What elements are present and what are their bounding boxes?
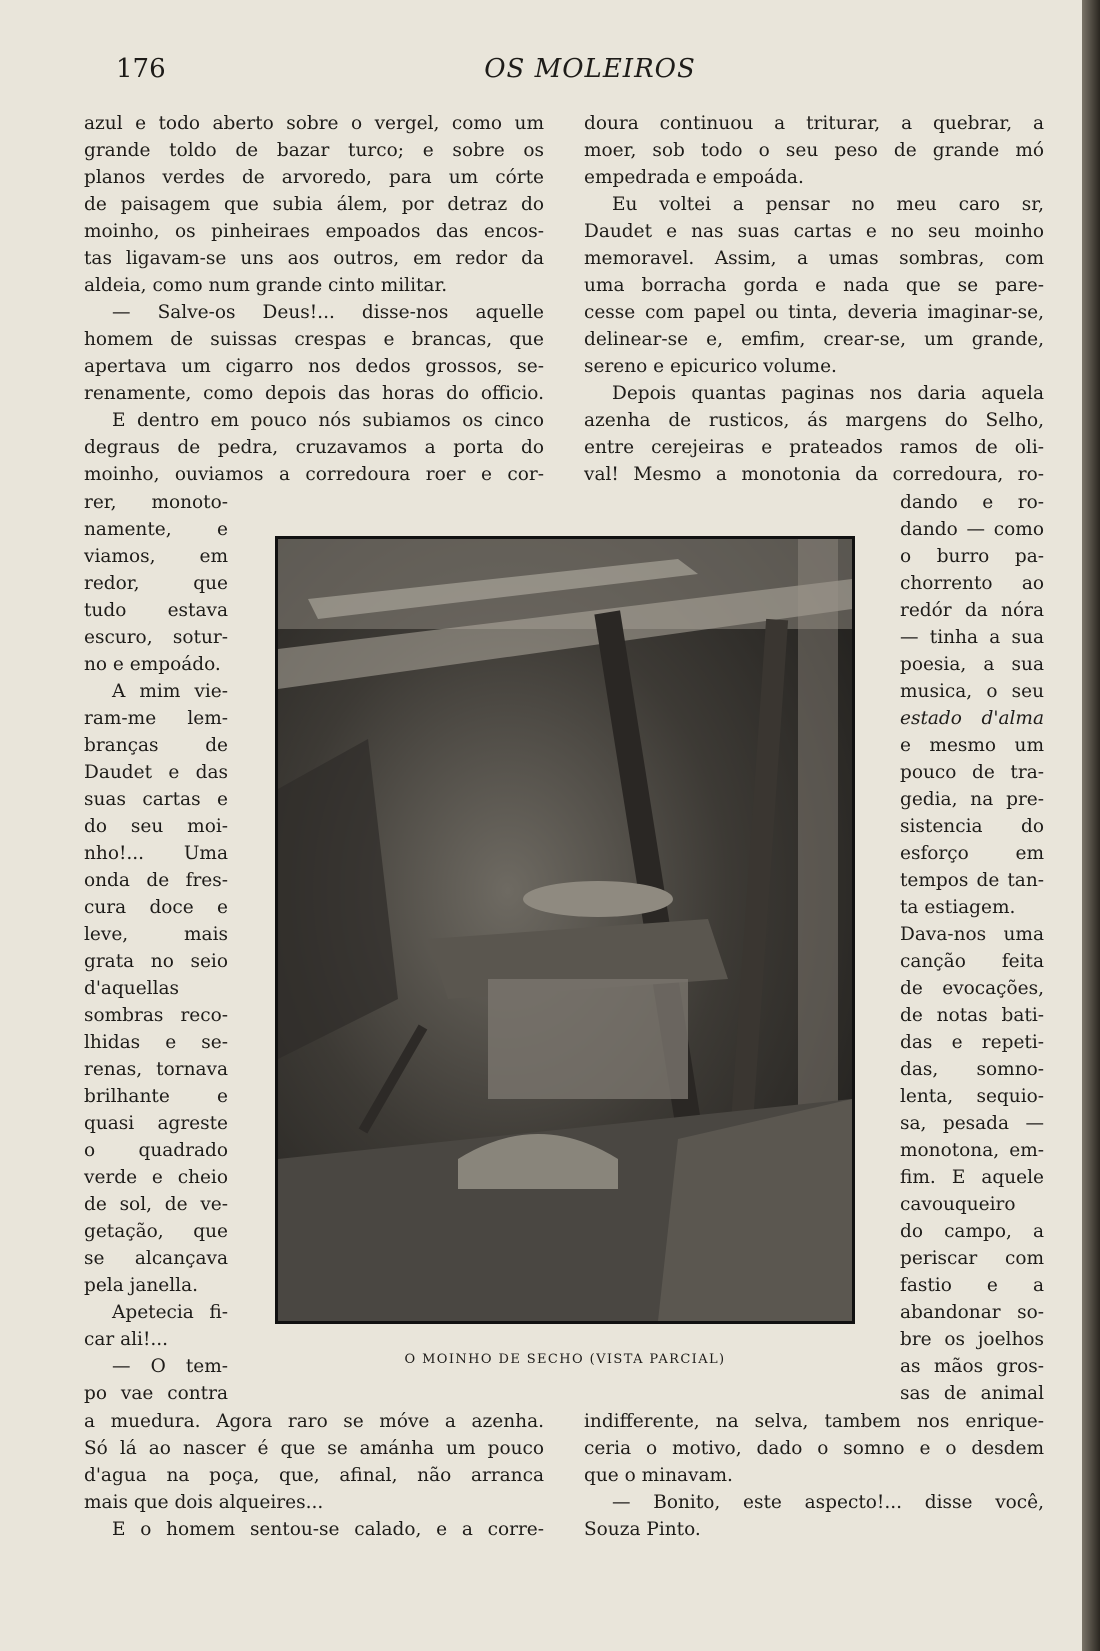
text-line: periscar com — [900, 1248, 1044, 1269]
text-line: tas ligavam-se uns aos outros, em redor da — [84, 248, 544, 269]
text-line: de sol, de ve- — [84, 1194, 228, 1215]
text-line: as mãos gros- — [900, 1356, 1044, 1377]
text-line: Souza Pinto. — [584, 1519, 701, 1540]
text-line: quasi agreste — [84, 1113, 228, 1134]
text-line: Daudet e das — [84, 762, 228, 783]
text-line: Eu voltei a pensar no meu caro sr, — [612, 194, 1044, 215]
text-line: escuro, sotur- — [84, 627, 228, 648]
text-line: tempos de tan- — [900, 870, 1044, 891]
text-line: renas, tornava — [84, 1059, 228, 1080]
text-line: A mim vie- — [112, 681, 228, 702]
text-line: Apetecia fi- — [112, 1302, 228, 1323]
text-line: sistencia do — [900, 816, 1044, 837]
text-line: aldeia, como num grande cinto militar. — [84, 275, 448, 296]
text-line: cesse com papel ou tinta, deveria imaginar-se, — [584, 302, 1044, 323]
text-line: sas de animal — [900, 1383, 1044, 1404]
text-line: getação, que — [84, 1221, 228, 1242]
text-line: pela janella. — [84, 1275, 198, 1296]
photo-stone-base — [488, 979, 688, 1099]
text-line: d'agua na poça, que, afinal, não arranca — [84, 1465, 544, 1486]
text-line: E dentro em pouco nós subiamos os cinco — [112, 410, 544, 431]
text-line: grata no seio — [84, 951, 228, 972]
column-right-narrow — [900, 489, 1044, 1407]
text-line: cura doce e — [84, 897, 228, 918]
column-left-narrow — [84, 489, 228, 1407]
text-line: — tinha a sua — [900, 627, 1044, 648]
text-line: lenta, sequio- — [900, 1086, 1044, 1107]
page-number: 176 — [116, 54, 166, 84]
running-title: OS MOLEIROS — [484, 54, 696, 84]
text-line: chorrento ao — [900, 573, 1044, 594]
text-line: sereno e epicurico volume. — [584, 356, 837, 377]
text-line: mais que dois alqueires... — [84, 1492, 324, 1513]
text-line: redór da nóra — [900, 600, 1044, 621]
mill-interior-photo — [275, 536, 855, 1324]
text-line: azul e todo aberto sobre o vergel, como um — [84, 113, 544, 134]
text-line: Daudet e nas suas cartas e no seu moinho — [584, 221, 1044, 242]
photo-dark-wall — [278, 739, 398, 1059]
text-line: cavouqueiro — [900, 1194, 1016, 1215]
text-line: — O tem- — [112, 1356, 228, 1377]
text-line: ta estiagem. — [900, 897, 1016, 918]
text-line: do campo, a — [900, 1221, 1044, 1242]
text-line: Só lá ao nascer é que se amánha um pouco — [84, 1438, 544, 1459]
column-right-top — [584, 110, 1044, 488]
text-line: val! Mesmo a monotonia da corredoura, ro- — [584, 464, 1044, 485]
text-line: — Salve-os Deus!... disse-nos aquelle — [112, 302, 544, 323]
photo-wooden-post — [730, 619, 788, 1139]
text-line: brilhante e — [84, 1086, 228, 1107]
text-line: gedia, na pre- — [900, 789, 1044, 810]
column-right-bottom — [584, 1408, 1044, 1543]
text-line: entre cerejeiras e prateados ramos de oli- — [584, 437, 1044, 458]
text-line: indifferente, na selva, tambem nos enrique- — [584, 1411, 1044, 1432]
text-line: no e empoádo. — [84, 654, 221, 675]
text-line: ceria o motivo, dado o somno e o desdem — [584, 1438, 1044, 1459]
text-line: o burro pa- — [900, 546, 1044, 567]
text-line: renamente, como depois das horas do officio. — [84, 383, 544, 404]
text-line: das, somno- — [900, 1059, 1044, 1080]
text-line: moer, sob todo o seu peso de grande mó — [584, 140, 1044, 161]
text-line: car ali!... — [84, 1329, 169, 1350]
text-line: leve, mais — [84, 924, 228, 945]
photo-caption: O MOINHO DE SECHO (VISTA PARCIAL) — [404, 1352, 726, 1367]
text-line: namente, e — [84, 519, 228, 540]
text-line: musica, o seu — [900, 681, 1044, 702]
text-line: do seu moi- — [84, 816, 228, 837]
text-line: Depois quantas paginas nos daria aquela — [612, 383, 1044, 404]
text-line: sa, pesada — — [900, 1113, 1044, 1134]
text-line: delinear-se e, emfim, crear-se, um grande, — [584, 329, 1044, 350]
text-line: moinho, os pinheiraes empoados das encos- — [84, 221, 544, 242]
text-line: E o homem sentou-se calado, e a corre- — [112, 1519, 544, 1540]
text-line: viamos, em — [84, 546, 228, 567]
text-line: de paisagem que subia álem, por detraz do — [84, 194, 544, 215]
column-left-top — [84, 110, 544, 488]
text-line: pouco de tra- — [900, 762, 1044, 783]
text-line: — Bonito, este aspecto!... disse você, — [612, 1492, 1044, 1513]
text-line: o quadrado — [84, 1140, 228, 1161]
text-line: homem de suissas crespas e brancas, que — [84, 329, 544, 350]
text-line: canção feita — [900, 951, 1044, 972]
text-line: e mesmo um — [900, 735, 1044, 756]
text-line: azenha de rusticos, ás margens do Selho, — [584, 410, 1044, 431]
text-line: empedrada e empoáda. — [584, 167, 804, 188]
text-line: dando e ro- — [900, 492, 1044, 513]
text-line: se alcançava — [84, 1248, 228, 1269]
text-line: uma borracha gorda e nada que se pare- — [584, 275, 1044, 296]
text-line: fim. E aquele — [900, 1167, 1044, 1188]
text-line: branças de — [84, 735, 228, 756]
text-line: rer, monoto- — [84, 492, 228, 513]
text-line: que o minavam. — [584, 1465, 733, 1486]
text-line: bre os joelhos — [900, 1329, 1044, 1350]
text-line: fastio e a — [900, 1275, 1044, 1296]
text-line: doura continuou a triturar, a quebrar, a — [584, 113, 1044, 134]
text-line: redor, que — [84, 573, 228, 594]
text-line: esforço em — [900, 843, 1044, 864]
text-line: monotona, em- — [900, 1140, 1044, 1161]
text-line: suas cartas e — [84, 789, 228, 810]
text-line: onda de fres- — [84, 870, 228, 891]
text-line: tudo estava — [84, 600, 228, 621]
text-line: po vae contra — [84, 1383, 228, 1404]
text-line: moinho, ouviamos a corredoura roer e cor- — [84, 464, 544, 485]
text-line: sombras reco- — [84, 1005, 228, 1026]
text-line: das e repeti- — [900, 1032, 1044, 1053]
text-line: grande toldo de bazar turco; e sobre os — [84, 140, 544, 161]
text-line: Dava-nos uma — [900, 924, 1044, 945]
text-line: d'aquellas — [84, 978, 180, 999]
text-line: nho!... Uma — [84, 843, 228, 864]
text-line: de evocações, — [900, 978, 1044, 999]
text-line: poesia, a sua — [900, 654, 1044, 675]
text-line: memoravel. Assim, a umas sombras, com — [584, 248, 1044, 269]
text-line: verde e cheio — [84, 1167, 228, 1188]
mill-photo-drawing — [278, 539, 852, 1321]
text-line: de notas bati- — [900, 1005, 1044, 1026]
text-line: ram-me lem- — [84, 708, 228, 729]
text-line: lhidas e se- — [84, 1032, 228, 1053]
text-line: dando — como — [900, 519, 1044, 540]
text-line: a muedura. Agora raro se móve a azenha. — [84, 1411, 544, 1432]
text-line: planos verdes de arvoredo, para um córte — [84, 167, 544, 188]
text-line: estado d'alma — [900, 708, 1044, 729]
text-line: abandonar so- — [900, 1302, 1044, 1323]
text-line: apertava um cigarro nos dedos grossos, se- — [84, 356, 544, 377]
text-line: degraus de pedra, cruzavamos a porta do — [84, 437, 544, 458]
book-spine-edge — [1082, 0, 1100, 1651]
photo-lever — [359, 1025, 428, 1134]
column-left-bottom — [84, 1408, 544, 1543]
photo-hopper — [523, 881, 673, 917]
